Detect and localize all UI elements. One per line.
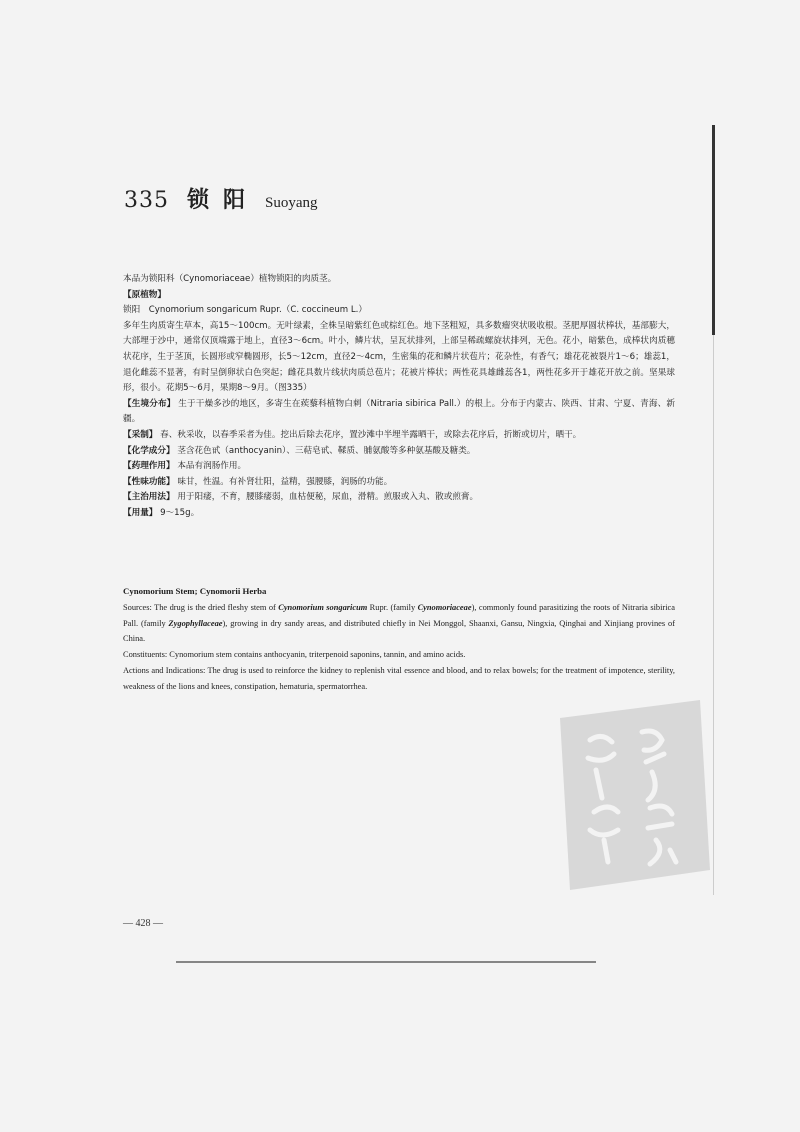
nature-heading: 【性味功能】 <box>123 476 175 487</box>
chinese-text-block <box>123 272 675 522</box>
sources-text: Sources: The drug is the dried fleshy stem of <box>123 602 279 612</box>
indications-text: 用于阳痿，不育，腰膝痿弱，血枯便秘，尿血，滑精。煎服或入丸、散或煎膏。 <box>177 492 479 503</box>
plant-heading: 【原植物】 <box>123 289 166 300</box>
chemistry-heading: 【化学成分】 <box>123 445 175 456</box>
dosage-text: 9～15g。 <box>160 507 200 518</box>
sources-text: ), commonly found parasitizing the roots of Nitraria sibirica Pall. (family <box>123 602 675 628</box>
host-family-name: Zygophyllaceae <box>168 618 223 628</box>
family-name: Cynomoriaceae <box>417 602 472 612</box>
harvest-heading: 【采制】 <box>123 429 158 440</box>
species-name: Cynomorium songaricum <box>278 602 368 612</box>
page-edge-shadow <box>712 125 715 335</box>
harvest-text: 春、秋采收，以春季采者为佳。挖出后除去花序，置沙滩中半埋半露晒干，或除去花序后，折断或切片，晒干。 <box>160 429 582 440</box>
habitat-text: 生于干燥多沙的地区，多寄生在蒺藜科植物白刺（Nitraria sibirica Pall.）的根上。分布于内蒙古、陕西、甘肃、宁夏、青海、新疆。 <box>123 398 675 425</box>
indications-heading: 【主治用法】 <box>123 492 175 503</box>
seal-stamp-image <box>560 700 710 890</box>
entry-chinese-name: 锁阳 <box>187 188 260 213</box>
page-edge-line <box>713 335 714 895</box>
plant-latin: 锁阳 Cynomorium songaricum Rupr.（C. coccineum L.） <box>123 305 368 316</box>
english-sources <box>123 600 675 647</box>
sources-text: Rupr. (family <box>367 602 418 612</box>
page-bottom-rule <box>176 961 596 963</box>
chemistry-text: 茎含花色甙（anthocyanin）、三萜皂甙、鞣质、脯氨酸等多种氨基酸及糖类。 <box>177 445 476 456</box>
english-title: Cynomorium Stem; Cynomorii Herba <box>123 586 267 596</box>
english-actions: Actions and Indications: The drug is used to reinforce the kidney to replenish vital essence and blood, and to relax bowels; for the treatment of impotence, sterility, weakness of the lions and knees, constipation, hematuria, spermatorrhea. <box>123 665 675 691</box>
page-number: — 428 — <box>123 918 163 929</box>
entry-pinyin: Suoyang <box>265 195 318 211</box>
entry-number: 335 <box>124 188 169 213</box>
entry-title <box>124 183 318 213</box>
english-constituents: Constituents: Cynomorium stem contains anthocyanin, triterpenoid saponins, tannin, and amino acids. <box>123 650 466 660</box>
dosage-heading: 【用量】 <box>123 507 158 518</box>
sources-text: ), growing in dry sandy areas, and distributed chiefly in Nei Monggol, Shaanxi, Gansu, Ningxia, Qinghai and Xinjiang provines of China. <box>123 618 675 644</box>
english-text-block <box>123 584 675 695</box>
pharmacology-heading: 【药理作用】 <box>123 461 175 472</box>
nature-text: 味甘，性温。有补肾壮阳，益精，强腰膝，润肠的功能。 <box>177 476 393 487</box>
plant-description: 多年生肉质寄生草本，高15～100cm。无叶绿素，全株呈暗紫红色或棕红色。地下茎粗短，具多数瘤突状吸收根。茎肥厚圆状棒状，基部膨大，大部埋于沙中，通常仅顶端露于地上，直径3～6cm。叶小，鳞片状，呈瓦状排列，上部呈稀疏螺旋状排列，无色。花小，暗紫色，成棒状肉质穗状花序，生于茎顶，长圆形或窄椭圆形，长5～12cm，直径2～4cm，生密集的花和鳞片状苞片；花杂性，有香气；雄花花被裂片1～6；雄蕊1，退化雌蕊不显著，有时呈倒卵状白色突起；雌花具数片线状肉质总苞片；花被片棒状；两性花具雄雌蕊各1，两性花多开于雄花开放之前。坚果球形，很小。花期5～6月，果期8～9月。（图335） <box>123 320 675 394</box>
habitat-heading: 【生境分布】 <box>123 398 176 409</box>
intro-text: 本品为锁阳科（Cynomoriaceae）植物锁阳的肉质茎。 <box>123 274 337 284</box>
pharmacology-text: 本品有润肠作用。 <box>177 461 247 472</box>
